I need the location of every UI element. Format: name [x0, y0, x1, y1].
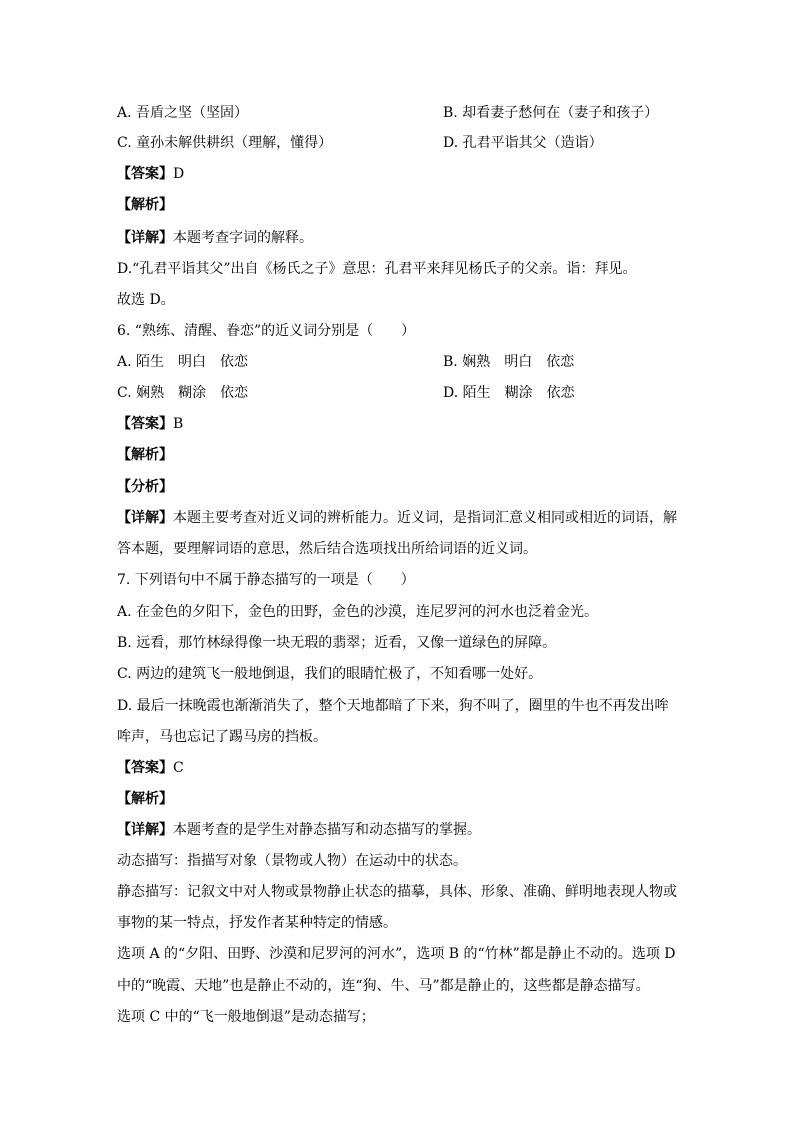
answer-value: D — [173, 166, 185, 182]
detail-text: 本题考查的是学生对静态描写和动态描写的掌握。 — [173, 822, 481, 838]
q5-answer — [117, 164, 184, 184]
q7-reason-2: 中的“晚霞、天地”也是静止不动的，连“狗、牛、马”都是静止的，这些都是静态描写。 — [117, 978, 650, 994]
q7-analysis-heading — [117, 789, 173, 809]
q6-option-a: A. 陌生 明白 依恋 — [117, 354, 249, 370]
q6-option-row-2 — [117, 383, 575, 403]
detail-tag: 【详解】 — [117, 822, 173, 838]
q5-conclusion: 故选 D。 — [117, 292, 175, 308]
q6-analysis-heading — [117, 445, 173, 465]
q7-option-a: A. 在金色的夕阳下，金色的田野，金色的沙漠，连尼罗河的河水也泛着金光。 — [117, 604, 599, 620]
q6-option-b: B. 娴熟 明白 依恋 — [443, 354, 575, 370]
answer-tag: 【答案】 — [117, 166, 173, 182]
detail-tag: 【详解】 — [117, 510, 173, 526]
detail-text: 本题考查字词的解释。 — [173, 230, 313, 246]
q7-reason-1: 选项 A 的“夕阳、田野、沙漠和尼罗河的河水”，选项 B 的“竹林”都是静止不动的。选项 D — [117, 946, 676, 962]
q6-detail-line-1 — [117, 508, 677, 528]
q7-option-c: C. 两边的建筑飞一般地倒退，我们的眼睛忙极了，不知看哪一处好。 — [117, 666, 543, 682]
q6-option-d: D. 陌生 糊涂 依恋 — [443, 385, 575, 401]
q7-reason-3: 选项 C 中的“飞一般地倒退”是动态描写； — [117, 1009, 375, 1025]
fenxi-tag: 【分析】 — [117, 479, 173, 495]
answer-tag: 【答案】 — [117, 760, 173, 776]
q5-option-c: C. 童孙未解供耕织（理解，懂得） — [117, 135, 333, 151]
analysis-tag: 【解析】 — [117, 791, 173, 807]
detail-text: 本题主要考查对近义词的辨析能力。近义词，是指词汇意义相同或相近的词语，解 — [173, 510, 677, 526]
analysis-tag: 【解析】 — [117, 197, 173, 213]
q5-analysis-heading — [117, 195, 173, 215]
q7-dynamic-definition: 动态描写：指描写对象（景物或人物）在运动中的状态。 — [117, 853, 467, 869]
q7-static-definition-2: 事物的某一特点，抒发作者某种特定的情感。 — [117, 915, 397, 931]
q7-option-d-line-2: 哞声，马也忘记了踢马房的挡板。 — [117, 729, 327, 745]
analysis-tag: 【解析】 — [117, 447, 173, 463]
answer-value: C — [173, 760, 184, 776]
q7-stem: 7. 下列语句中不属于静态描写的一项是（ ） — [117, 572, 415, 588]
q7-static-definition-1: 静态描写：记叙文中对人物或景物静止状态的描摹，具体、形象、准确、鲜明地表现人物或 — [117, 884, 677, 900]
q5-option-d: D. 孔君平诣其父（造诣） — [443, 135, 603, 151]
q5-option-a: A. 吾盾之坚（坚固） — [117, 105, 249, 121]
q6-fenxi-heading — [117, 477, 173, 497]
q6-answer — [117, 414, 183, 434]
answer-tag: 【答案】 — [117, 416, 173, 432]
q6-stem: 6. “熟练、清醒、眷恋”的近义词分别是（ ） — [117, 323, 416, 339]
q5-explanation: D.“孔君平诣其父”出自《杨氏之子》意思：孔君平来拜见杨氏子的父亲。诣：拜见。 — [117, 261, 637, 277]
q7-detail — [117, 820, 481, 840]
answer-value: B — [173, 416, 184, 432]
q5-option-b: B. 却看妻子愁何在（妻子和孩子） — [443, 105, 659, 121]
q5-option-row-1 — [117, 103, 659, 123]
q5-detail — [117, 228, 313, 248]
q7-option-b: B. 远看，那竹林绿得像一块无瑕的翡翠；近看，又像一道绿色的屏障。 — [117, 635, 557, 651]
q6-option-row-1 — [117, 352, 575, 372]
q6-detail-line-2: 答本题，要理解词语的意思，然后结合选项找出所给词语的近义词。 — [117, 541, 537, 557]
q7-option-d-line-1: D. 最后一抹晚霞也渐渐消失了，整个天地都暗了下来，狗不叫了，圈里的牛也不再发出哞 — [117, 698, 669, 714]
q7-answer — [117, 758, 184, 778]
q5-option-row-2 — [117, 133, 603, 153]
detail-tag: 【详解】 — [117, 230, 173, 246]
q6-option-c: C. 娴熟 糊涂 依恋 — [117, 385, 249, 401]
